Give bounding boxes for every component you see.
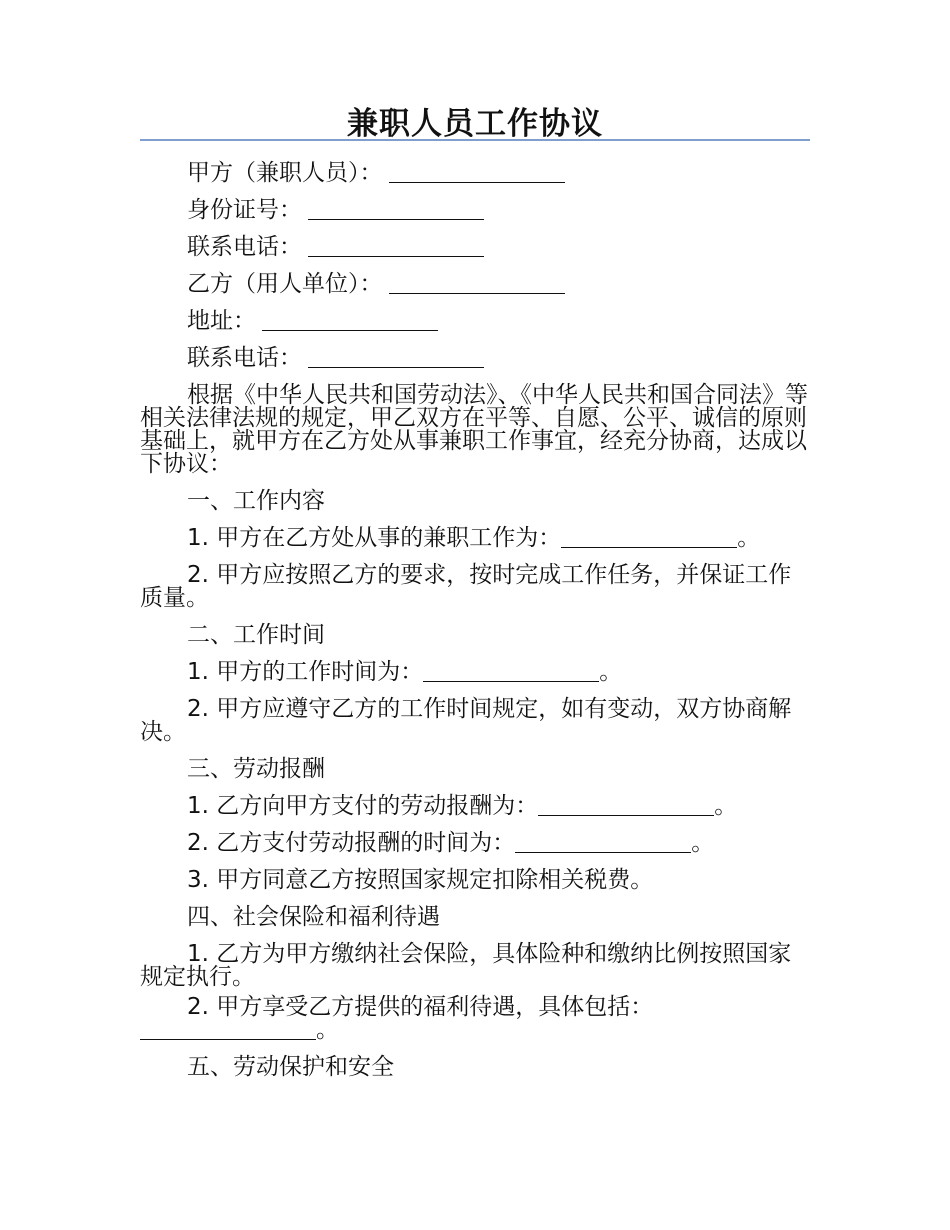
clause-text: 1. 乙方向甲方支付的劳动报酬为： xyxy=(187,793,539,819)
blank-line xyxy=(308,236,484,257)
blank-line xyxy=(308,199,484,220)
blank-line xyxy=(423,661,599,682)
blank-line xyxy=(140,1019,316,1040)
clause xyxy=(140,654,810,691)
field-label: 身份证号： xyxy=(187,197,302,223)
clause-end: 。 xyxy=(737,525,761,551)
clause-end: 。 xyxy=(599,659,623,685)
clause xyxy=(140,825,810,862)
section-heading: 四、社会保险和福利待遇 xyxy=(187,904,440,930)
section-heading: 三、劳动报酬 xyxy=(187,756,325,782)
document-title: 兼职人员工作协议 xyxy=(347,106,603,142)
field-address xyxy=(140,303,810,340)
blank-line xyxy=(262,310,438,331)
field-party-b xyxy=(140,266,810,303)
clause-end: 。 xyxy=(316,1017,339,1043)
section-heading: 二、工作时间 xyxy=(187,622,325,648)
clause-text: 2. 甲方享受乙方提供的福利待遇，具体包括： xyxy=(187,994,654,1020)
clause: 1. 乙方为甲方缴纳社会保险，具体险种和缴纳比例按照国家规定执行。 xyxy=(140,941,792,990)
title-underline xyxy=(140,139,810,141)
clause: 2. 甲方应遵守乙方的工作时间规定，如有变动，双方协商解决。 xyxy=(140,696,792,745)
field-label: 联系电话： xyxy=(187,345,302,371)
field-label: 联系电话： xyxy=(187,234,302,260)
field-label: 甲方（兼职人员）： xyxy=(187,160,383,186)
section-heading: 一、工作内容 xyxy=(187,488,325,514)
blank-line xyxy=(515,832,691,853)
clause-text: 2. 乙方支付劳动报酬的时间为： xyxy=(187,830,516,856)
clause xyxy=(140,788,810,825)
clause xyxy=(140,996,810,1042)
blank-line xyxy=(308,347,484,368)
clause-end: 。 xyxy=(714,793,738,819)
blank-line xyxy=(538,795,714,816)
field-id-number xyxy=(140,192,810,229)
clause xyxy=(140,520,810,557)
clause-text: 1. 甲方的工作时间为： xyxy=(187,659,424,685)
clause-text: 1. 甲方在乙方处从事的兼职工作为： xyxy=(187,525,562,551)
field-phone-b xyxy=(140,340,810,377)
field-label: 乙方（用人单位）： xyxy=(187,271,383,297)
clause: 2. 甲方应按照乙方的要求，按时完成工作任务，并保证工作质量。 xyxy=(140,562,792,611)
blank-line xyxy=(561,527,737,548)
blank-line xyxy=(389,273,565,294)
blank-line xyxy=(389,162,565,183)
clause: 3. 甲方同意乙方按照国家规定扣除相关税费。 xyxy=(187,867,654,893)
section-heading: 五、劳动保护和安全 xyxy=(187,1054,394,1080)
clause-end: 。 xyxy=(691,830,715,856)
field-phone-a xyxy=(140,229,810,266)
document-body xyxy=(140,155,810,1086)
field-party-a xyxy=(140,155,810,192)
field-label: 地址： xyxy=(187,308,256,334)
preamble: 根据《中华人民共和国劳动法》、《中华人民共和国合同法》等相关法律法规的规定，甲乙双方在平等、自愿、公平、诚信的原则基础上，就甲方在乙方处从事兼职工作事宜，经充分协商，达成以下协议： xyxy=(140,382,808,477)
